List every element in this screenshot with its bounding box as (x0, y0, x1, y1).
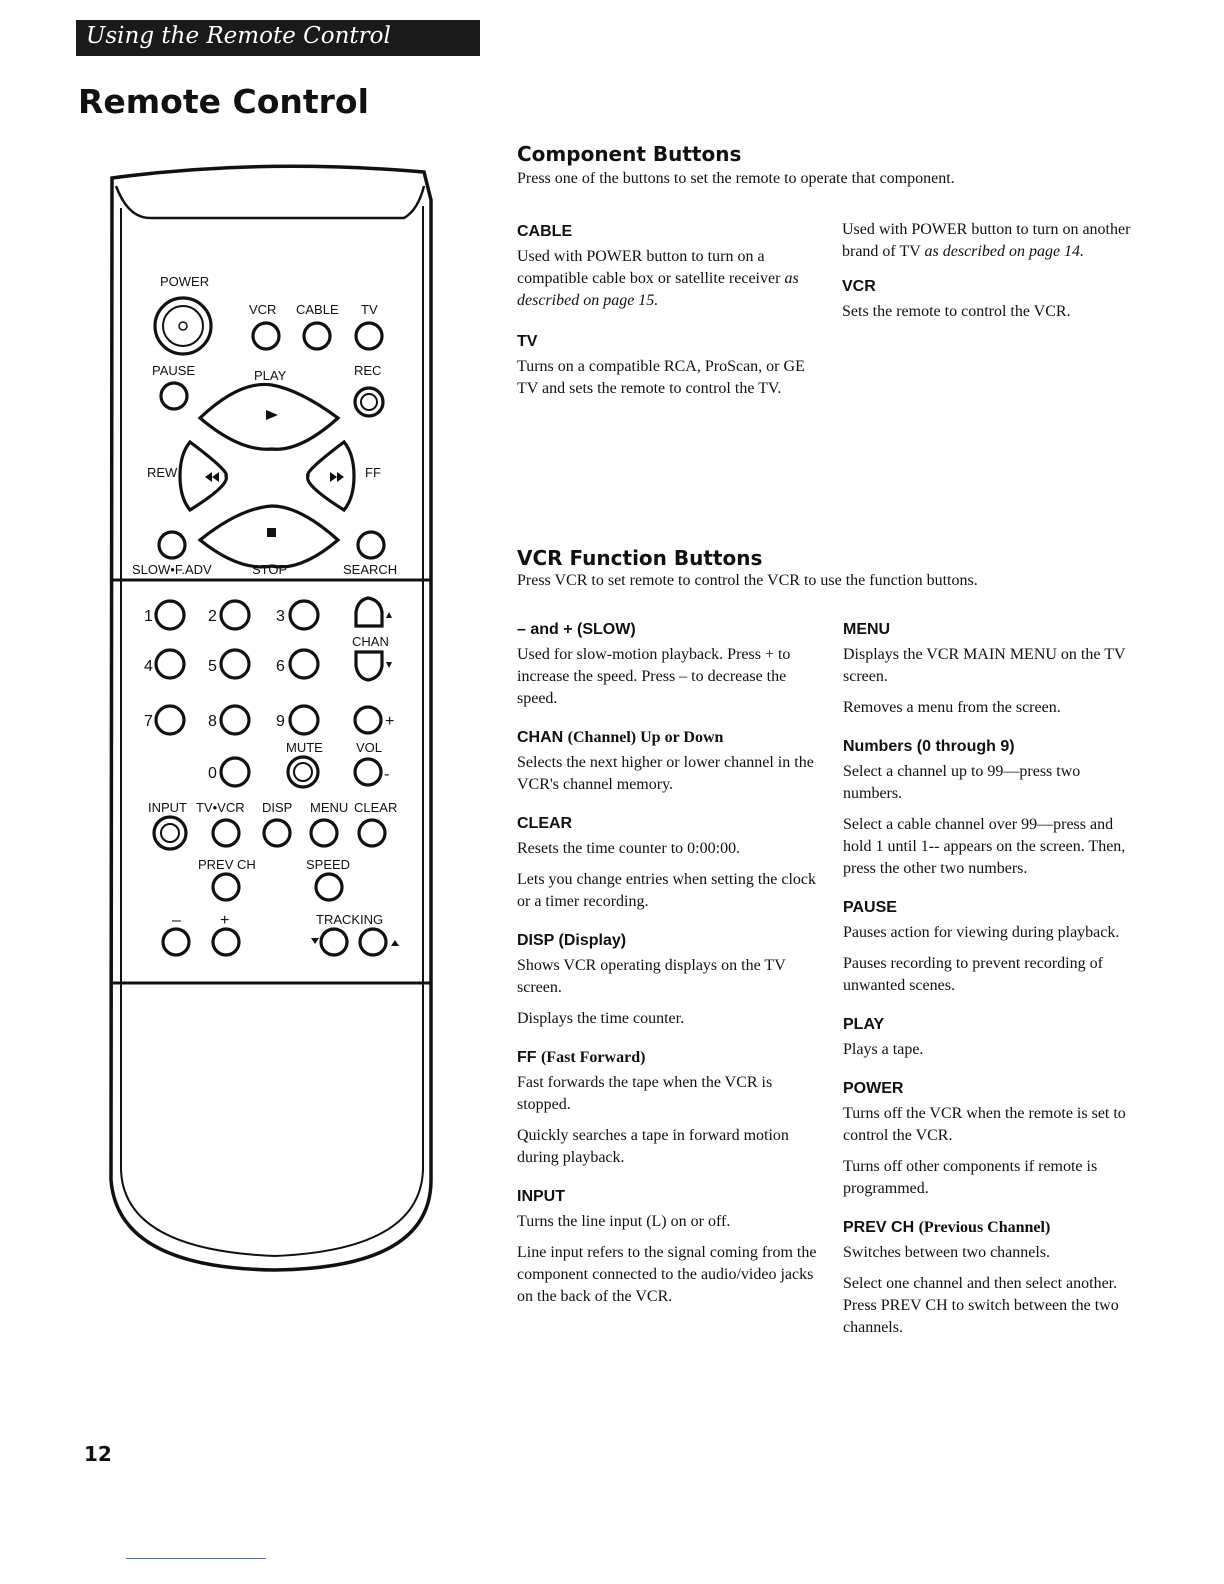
digit-8-label: 8 (208, 713, 217, 730)
volume-up-button[interactable] (355, 707, 381, 733)
power-entry-text-1: Turns off the VCR when the remote is set to control the VCR. (843, 1105, 1126, 1144)
digit-7-button[interactable] (156, 706, 184, 734)
fast-forward-label: FF (365, 465, 381, 480)
digit-2-button[interactable] (221, 601, 249, 629)
clear-entry (517, 814, 817, 913)
cable-label: CABLE (296, 302, 339, 317)
menu-entry-text-2: Removes a menu from the screen. (843, 699, 1061, 716)
ff-entry-text-1: Fast forwards the tape when the VCR is stopped. (517, 1074, 773, 1113)
power-entry-text-2: Turns off other components if remote is programmed. (843, 1158, 1098, 1197)
slow-fadv-label: SLOW•F.ADV (132, 562, 212, 577)
pause-entry (843, 898, 1143, 997)
digit-8-button[interactable] (221, 706, 249, 734)
bottom-rule (126, 1558, 266, 1559)
search-label: SEARCH (343, 562, 398, 577)
prev-ch-entry-title-extra: (Previous Channel) (918, 1219, 1051, 1236)
component-column-left (517, 222, 817, 418)
cable-entry (517, 222, 817, 312)
numbers-entry-title: Numbers (0 through 9) (843, 738, 1015, 755)
ff-entry-title (517, 1048, 817, 1068)
volume-down-button[interactable] (355, 759, 381, 785)
clear-entry-text-1: Resets the time counter to 0:00:00. (517, 840, 741, 857)
power-entry-title: POWER (843, 1080, 904, 1097)
play-entry-text-1: Plays a tape. (843, 1041, 924, 1058)
digit-0-label: 0 (208, 765, 217, 782)
slow-entry-text: Used for slow-motion playback. Press + to increase the speed. Press – to decrease the speed. (517, 646, 791, 707)
pause-button[interactable] (161, 383, 187, 409)
slow-minus-label: – (172, 912, 181, 929)
vcr-label: VCR (249, 302, 277, 317)
cable-entry-title: CABLE (517, 223, 573, 240)
stop-label: STOP (252, 562, 288, 577)
tracking-down-button[interactable] (321, 929, 347, 955)
ff-entry-title-extra: (Fast Forward) (541, 1049, 646, 1066)
prev-ch-entry-text-1: Switches between two channels. (843, 1244, 1051, 1261)
disp-entry (517, 931, 817, 1030)
rec-label: REC (354, 363, 382, 378)
digit-2-label: 2 (208, 608, 217, 625)
remote-control-illustration (0, 0, 450, 1300)
prev-ch-label: PREV CH (198, 857, 256, 872)
ff-entry-text-2: Quickly searches a tape in forward motion during playback. (517, 1127, 789, 1166)
numbers-entry-text-1: Select a channel up to 99—press two numbers. (843, 763, 1081, 802)
prev-ch-entry-text-2: Select one channel and then select another. Press PREV CH to switch between the two channels. (843, 1275, 1119, 1336)
pause-entry-text-2: Pauses recording to prevent recording of unwanted scenes. (843, 955, 1103, 994)
mute-button[interactable] (288, 757, 318, 787)
power-entry (843, 1079, 1143, 1200)
digit-5-button[interactable] (221, 650, 249, 678)
component-column-right (842, 219, 1142, 341)
vcr-function-buttons-heading: VCR Function Buttons (517, 546, 763, 570)
component-buttons-heading: Component Buttons (517, 142, 742, 166)
vcr-button[interactable] (253, 323, 279, 349)
tv-button[interactable] (356, 323, 382, 349)
disp-entry-text-2: Displays the time counter. (517, 1010, 685, 1027)
rec-button[interactable] (355, 388, 383, 416)
digit-3-label: 3 (276, 608, 285, 625)
disp-button[interactable] (264, 820, 290, 846)
slow-entry (517, 620, 817, 710)
tv-entry-continued-text (842, 219, 1142, 263)
tracking-up-button[interactable] (360, 929, 386, 955)
input-label: INPUT (148, 800, 187, 815)
menu-button[interactable] (311, 820, 337, 846)
page-title: Remote Control (78, 82, 369, 121)
menu-entry (843, 620, 1143, 719)
prev-ch-button[interactable] (213, 874, 239, 900)
page-number: 12 (84, 1442, 112, 1466)
slow-entry-title: – and + (SLOW) (517, 621, 636, 638)
digit-7-label: 7 (144, 713, 153, 730)
digit-0-button[interactable] (221, 758, 249, 786)
menu-label: MENU (310, 800, 349, 815)
section-header-label: Using the Remote Control (86, 23, 391, 49)
digit-4-button[interactable] (156, 650, 184, 678)
numbers-entry (843, 737, 1143, 880)
mute-label: MUTE (286, 740, 323, 755)
speed-label: SPEED (306, 857, 351, 872)
digit-3-button[interactable] (290, 601, 318, 629)
tv-entry-text: Turns on a compatible RCA, ProScan, or GE TV and sets the remote to control the TV. (517, 358, 805, 397)
cable-entry-text-ref: as described on page 15. (517, 270, 799, 309)
slow-fadv-button[interactable] (159, 532, 185, 558)
input-entry (517, 1187, 817, 1308)
tv-entry (517, 332, 817, 400)
chan-entry-title (517, 728, 817, 748)
vcr-function-buttons-intro: Press VCR to set remote to control the VCR to use the function buttons. (517, 572, 978, 589)
digit-4-label: 4 (144, 658, 153, 675)
tv-vcr-button[interactable] (213, 820, 239, 846)
play-entry (843, 1015, 1143, 1061)
stop-icon (267, 528, 276, 537)
pause-entry-text-1: Pauses action for viewing during playback. (843, 924, 1120, 941)
clear-entry-text-2: Lets you change entries when setting the clock or a timer recording. (517, 871, 817, 910)
channel-down-button[interactable] (356, 652, 382, 680)
digit-6-button[interactable] (290, 650, 318, 678)
tracking-label: TRACKING (316, 912, 384, 927)
input-entry-text-2: Line input refers to the signal coming from the component connected to the audio/video jacks on the back of the VCR. (517, 1244, 817, 1305)
power-label: POWER (160, 274, 210, 289)
vcr-functions-column-left (517, 620, 817, 1326)
tv-entry-continued (842, 219, 1142, 263)
chan-entry (517, 728, 817, 796)
vcr-functions-column-right (843, 620, 1143, 1357)
disp-entry-text-1: Shows VCR operating displays on the TV screen. (517, 957, 786, 996)
chan-entry-title-extra: (Channel) Up or Down (567, 729, 724, 746)
input-button[interactable] (154, 817, 186, 849)
digit-6-label: 6 (276, 658, 285, 675)
pause-label: PAUSE (152, 363, 196, 378)
component-buttons-intro: Press one of the buttons to set the remote to operate that component. (517, 170, 955, 187)
tv-entry-continued-main: Used with POWER button to turn on another brand of TV (842, 221, 1131, 260)
cable-entry-text-main: Used with POWER button to turn on a compatible cable box or satellite receiver (517, 248, 785, 287)
tv-label: TV (361, 302, 378, 317)
prev-ch-entry-title-main: PREV CH (843, 1219, 915, 1236)
clear-button[interactable] (359, 820, 385, 846)
numbers-entry-text-2: Select a cable channel over 99—press and hold 1 until 1-- appears on the screen. Then, press the other two numbers. (843, 816, 1126, 877)
vcr-entry-title: VCR (842, 278, 876, 295)
chan-entry-text: Selects the next higher or lower channel in the VCR's channel memory. (517, 754, 814, 793)
vcr-entry (842, 277, 1142, 323)
play-label: PLAY (254, 368, 287, 383)
digit-9-label: 9 (276, 713, 285, 730)
prev-ch-entry-title (843, 1218, 1143, 1238)
digit-1-label: 1 (144, 608, 153, 625)
slow-plus-button[interactable] (213, 929, 239, 955)
digit-1-button[interactable] (156, 601, 184, 629)
ff-entry-title-main: FF (517, 1049, 537, 1066)
volume-up-label: + (385, 713, 395, 730)
channel-label: CHAN (352, 634, 389, 649)
tv-entry-continued-ref: as described on page 14. (924, 243, 1085, 260)
input-entry-text-1: Turns the line input (L) on or off. (517, 1213, 731, 1230)
vcr-entry-text: Sets the remote to control the VCR. (842, 303, 1071, 320)
ff-entry (517, 1048, 817, 1169)
input-entry-title: INPUT (517, 1188, 565, 1205)
speed-button[interactable] (316, 874, 342, 900)
clear-entry-title: CLEAR (517, 815, 573, 832)
cable-entry-text (517, 246, 817, 312)
clear-label: CLEAR (354, 800, 398, 815)
volume-down-label: - (384, 766, 390, 783)
volume-label: VOL (356, 740, 383, 755)
play-entry-title: PLAY (843, 1016, 885, 1033)
pause-entry-title: PAUSE (843, 899, 897, 916)
rewind-label: REW (147, 465, 178, 480)
chan-entry-title-main: CHAN (517, 729, 564, 746)
digit-5-label: 5 (208, 658, 217, 675)
menu-entry-text-1: Displays the VCR MAIN MENU on the TV screen. (843, 646, 1126, 685)
slow-plus-label: + (220, 912, 230, 929)
channel-up-button[interactable] (356, 598, 382, 626)
prev-ch-entry (843, 1218, 1143, 1339)
search-button[interactable] (358, 532, 384, 558)
tv-entry-title: TV (517, 333, 538, 350)
slow-minus-button[interactable] (163, 929, 189, 955)
cable-button[interactable] (304, 323, 330, 349)
digit-9-button[interactable] (290, 706, 318, 734)
disp-label: DISP (262, 800, 293, 815)
menu-entry-title: MENU (843, 621, 891, 638)
tv-vcr-label: TV•VCR (196, 800, 245, 815)
disp-entry-title: DISP (Display) (517, 932, 627, 949)
